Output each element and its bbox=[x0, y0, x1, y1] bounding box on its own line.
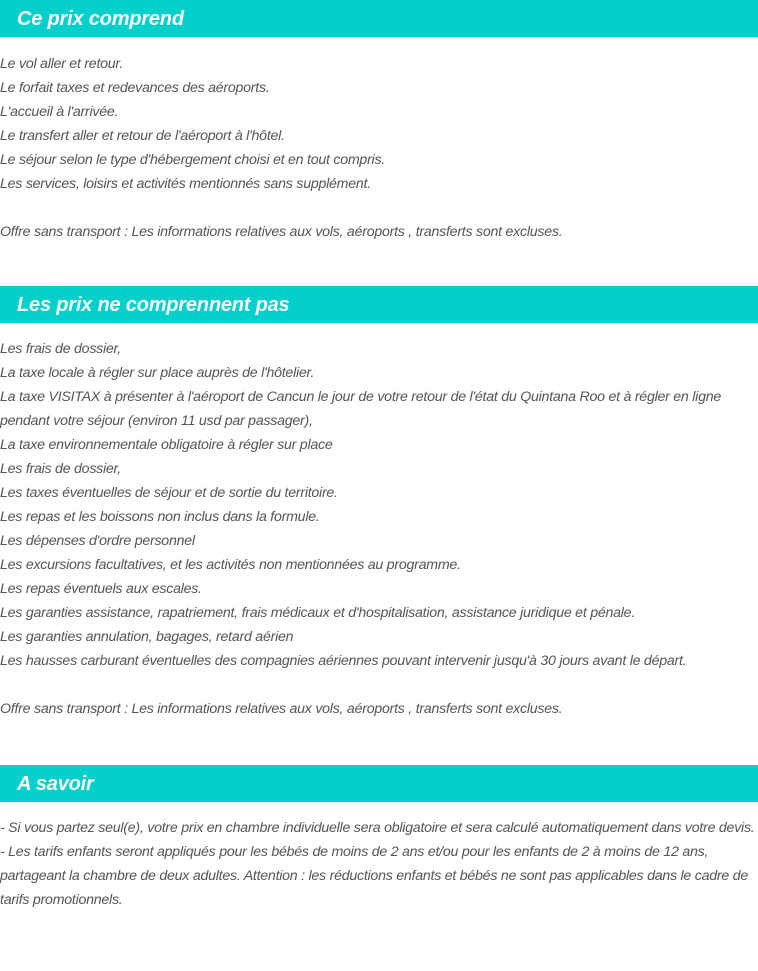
section-note-included: Offre sans transport : Les informations relatives aux vols, aéroports , transferts sont excluses. bbox=[0, 224, 563, 240]
section-header-good-to-know bbox=[0, 765, 758, 802]
list-item: Le forfait taxes et redevances des aéroports. bbox=[0, 80, 270, 96]
list-item: Les garanties assistance, rapatriement, frais médicaux et d'hospitalisation, assistance juridique et pénale. bbox=[0, 605, 636, 621]
list-item: Les hausses carburant éventuelles des compagnies aériennes pouvant intervenir jusqu'à 30 jours avant le départ. bbox=[0, 653, 687, 669]
section-header-included bbox=[0, 0, 758, 37]
list-item: Les frais de dossier, bbox=[0, 341, 121, 357]
spacer bbox=[0, 196, 758, 220]
list-item: La taxe environnementale obligatoire à régler sur place bbox=[0, 437, 333, 453]
spacer bbox=[0, 673, 758, 697]
list-item: La taxe VISITAX à présenter à l'aéroport de Cancun le jour de votre retour de l'état du Quintana Roo et à régler en ligne pendant votre séjour (environ 11 usd par passager), bbox=[0, 389, 721, 429]
paragraph: - Si vous partez seul(e), votre prix en chambre individuelle sera obligatoire et sera calculé automatiquement dans votre devis. bbox=[0, 820, 755, 836]
section-body-not-included bbox=[0, 337, 758, 721]
list-item: Le vol aller et retour. bbox=[0, 56, 124, 72]
list-item: Les services, loisirs et activités mentionnés sans supplément. bbox=[0, 176, 371, 192]
section-title-not-included: Les prix ne comprennent pas bbox=[17, 293, 290, 316]
spacer bbox=[0, 721, 758, 765]
section-body-good-to-know bbox=[0, 816, 758, 912]
list-item: L'accueil à l'arrivée. bbox=[0, 104, 119, 120]
list-item: Le transfert aller et retour de l'aéroport à l'hôtel. bbox=[0, 128, 285, 144]
spacer bbox=[0, 37, 758, 52]
list-item: Les repas et les boissons non inclus dans la formule. bbox=[0, 509, 320, 525]
list-item: La taxe locale à régler sur place auprès de l'hôtelier. bbox=[0, 365, 315, 381]
list-item: Les dépenses d'ordre personnel bbox=[0, 533, 195, 549]
section-note-not-included: Offre sans transport : Les informations relatives aux vols, aéroports , transferts sont excluses. bbox=[0, 701, 563, 717]
section-title-included: Ce prix comprend bbox=[17, 7, 184, 30]
list-item: Les frais de dossier, bbox=[0, 461, 121, 477]
list-item: Les taxes éventuelles de séjour et de sortie du territoire. bbox=[0, 485, 338, 501]
spacer bbox=[0, 802, 758, 816]
section-title-good-to-know: A savoir bbox=[17, 772, 94, 795]
section-header-not-included bbox=[0, 286, 758, 323]
list-item: Le séjour selon le type d'hébergement choisi et en tout compris. bbox=[0, 152, 385, 168]
list-item: Les garanties annulation, bagages, retard aérien bbox=[0, 629, 294, 645]
list-item: Les excursions facultatives, et les activités non mentionnées au programme. bbox=[0, 557, 461, 573]
spacer bbox=[0, 323, 758, 337]
paragraph: - Les tarifs enfants seront appliqués pour les bébés de moins de 2 ans et/ou pour les enfants de 2 à moins de 12 ans, partageant la chambre de deux adultes. Attention : les réductions enfants et bébés ne sont pas applicables dans le cadre de tarifs promotionnels. bbox=[0, 844, 748, 908]
section-body-included bbox=[0, 52, 758, 244]
list-item: Les repas éventuels aux escales. bbox=[0, 581, 202, 597]
spacer bbox=[0, 244, 758, 286]
